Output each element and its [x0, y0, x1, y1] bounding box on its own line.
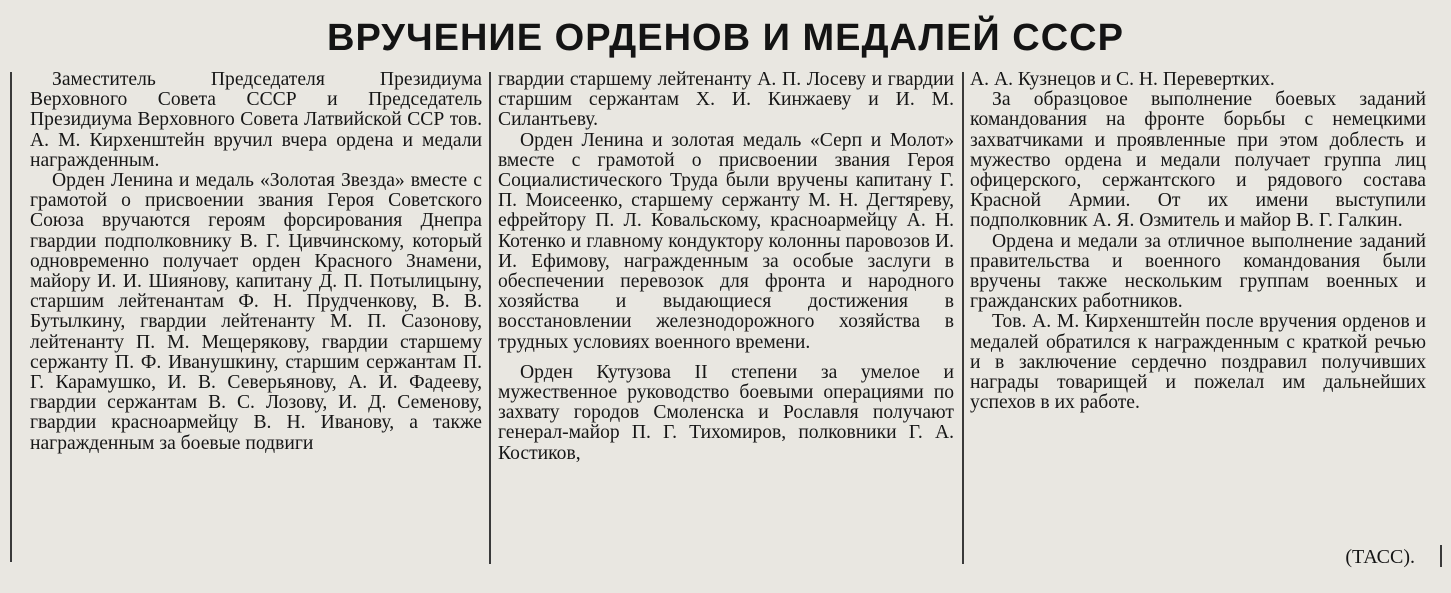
paragraph: Орден Кутузова II степени за умелое и мужественное руководство боевыми операциями по захвату городов Смоленска и Рославля получают генерал-майор П. Г. Тихомиров, полковники Г. А. Костиков,: [498, 361, 954, 464]
paragraph: Заместитель Председателя Президиума Верховного Совета СССР и Председатель Президиума Верховного Совета Латвийской ССР тов. А. М. Кирхенштейн вручил вчера ордена и медали награжденным.: [30, 69, 482, 171]
paragraph: Тов. А. М. Кирхенштейн после вручения орденов и медалей обратился к награжденным с краткой речью и в заключение сердечно поздравил получивших награды товарищей и пожелал им дальнейших успехов в их работе.: [970, 311, 1426, 414]
column-rule-left: [10, 72, 12, 562]
column-rule-middle-1: [489, 72, 491, 564]
paragraph: Ордена и медали за отличное выполнение заданий правительства и военного командования были вручены также нескольким группам военных и гражданских работников.: [970, 230, 1426, 313]
article-column-1: [30, 70, 482, 454]
paragraph: А. А. Кузнецов и С. Н. Перевертких.: [970, 69, 1275, 90]
column-rule-right: [1440, 545, 1442, 567]
agency-signature: (ТАСС).: [1345, 546, 1415, 568]
paragraph: гвардии старшему лейтенанту А. П. Лосеву и гвардии старшим сержантам Х. И. Кинжаеву и И. М. Силантьеву.: [498, 69, 954, 131]
article-headline: ВРУЧЕНИЕ ОРДЕНОВ И МЕДАЛЕЙ СССР: [327, 17, 1124, 59]
column-rule-middle-2: [962, 72, 964, 564]
article-column-3: [970, 70, 1426, 413]
paragraph: Орден Ленина и золотая медаль «Серп и Молот» вместе с грамотой о присвоении звания Героя Социалистического Труда были вручены капитану Г. П. Моисеенко, старшему сержанту М. Н. Дегтяреву, ефрейтору П. Л. Ковальскому, красноармейцу А. Н. Котенко и главному кондуктору колонны паровозов И. И. Ефимову, награжденным за особые заслуги в обеспечении перевозок для фронта и народного хозяйства и выдающиеся достижения в восстановлении железнодорожного хозяйства в трудных условиях военного времени.: [498, 129, 954, 353]
article-column-2: [498, 70, 954, 464]
paragraph: Орден Ленина и медаль «Золотая Звезда» вместе с грамотой о присвоении звания Героя Советского Союза вручаются героям форсирования Днепра гвардии подполковнику В. Г. Цивчинскому, который одновременно получает орден Красного Знамени, майору И. И. Шиянову, капитану Д. П. Потылицыну, старшим лейтенантам Ф. Н. Прудченкову, В. В. Бутылкину, гвардии лейтенанту М. П. Сазонову, лейтенанту П. М. Мещерякову, гвардии старшему сержанту П. Ф. Иванушкину, старшим сержантам П. Г. Карамушко, И. В. Северьянову, А. И. Фадееву, гвардии сержантам В. С. Лозову, И. Д. Семенову, гвардии красноармейцу В. Н. Иванову, а также награжденным за боевые подвиги: [30, 170, 482, 454]
paragraph: За образцовое выполнение боевых заданий командования на фронте борьбы с немецкими захватчиками и проявленные при этом доблесть и мужество ордена и медали получает группа лиц офицерского, сержантского и рядового состава Красной Армии. От их имени выступили подполковник А. Я. Озмитель и майор В. Г. Галкин.: [970, 89, 1426, 232]
